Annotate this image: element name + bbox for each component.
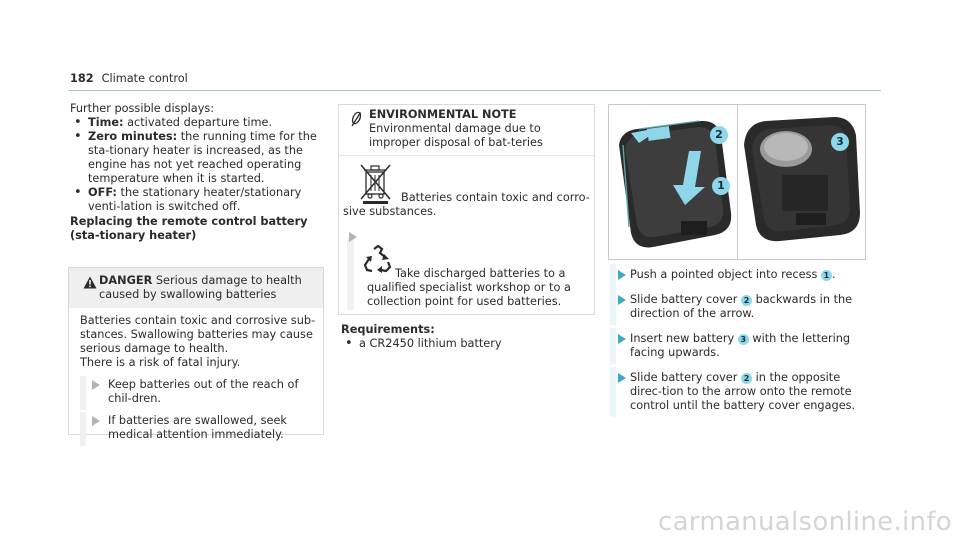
environmental-note-box <box>338 104 595 315</box>
danger-title <box>99 274 317 302</box>
page-number: 182 <box>70 72 94 85</box>
remote-control-figure <box>608 104 866 260</box>
env-label: ENVIRONMENTAL NOTE <box>369 108 517 121</box>
requirements <box>341 323 591 351</box>
header-rule <box>68 90 881 91</box>
step-bar <box>610 367 616 417</box>
item-label: Time: <box>88 116 124 129</box>
env-divider <box>339 155 594 156</box>
step-text: If batteries are swallowed, seek medical attention immediately. <box>108 414 287 441</box>
crossed-out-bin-icon <box>359 163 393 205</box>
env-header <box>339 105 594 155</box>
callout-number: 2 <box>741 373 752 384</box>
danger-body-text: Batteries contain toxic and corrosive sub-stances. Swallowing batteries may cause serious damage to health. <box>80 314 316 355</box>
step-text: Keep batteries out of the reach of chil-dren. <box>108 378 299 405</box>
danger-body <box>69 308 323 442</box>
callout-number: 2 <box>741 295 752 306</box>
environment-leaf-icon <box>350 111 363 127</box>
item-text: the running time for the sta-tionary heater is increased, as the engine has not yet reached operating temperature when it is started. <box>88 130 317 185</box>
requirements-heading: Requirements: <box>341 323 435 336</box>
step-text: Push a pointed object into recess <box>630 268 821 281</box>
callout-2: 2 <box>710 126 728 144</box>
item-label: Zero minutes: <box>88 130 178 143</box>
step-item <box>610 332 865 360</box>
callout-3: 3 <box>831 133 849 151</box>
step-text: Insert new battery <box>630 332 738 345</box>
recycle-text-cont: qualified specialist workshop or to a collection point for used batteries. <box>367 281 571 308</box>
item-text: the stationary heater/stationary venti-lation is switched off. <box>88 186 302 213</box>
danger-step <box>80 414 319 442</box>
step-text-end: in the opposite direc-tion to the arrow onto the remote control until the battery cover engages. <box>630 371 856 412</box>
step-item <box>610 293 865 321</box>
list-item <box>70 186 322 214</box>
section-heading: Replacing the remote control battery (sta-tionary heater) <box>70 215 308 242</box>
bin-text: Batteries contain toxic and corro- <box>401 191 590 204</box>
danger-step <box>80 378 319 406</box>
item-label: OFF: <box>88 186 117 199</box>
section-title: Climate control <box>101 72 188 85</box>
intro-text: Further possible displays: <box>70 102 215 115</box>
list-item <box>70 130 322 186</box>
replacement-steps <box>610 268 865 424</box>
list-item: • a CR2450 lithium battery <box>341 337 591 351</box>
step-bar <box>347 238 354 310</box>
step-text: Slide battery cover <box>630 371 741 384</box>
step-bar <box>610 328 616 364</box>
display-list <box>70 116 322 214</box>
step-text-end: with the lettering facing upwards. <box>630 332 851 359</box>
bin-text-cont: sive substances. <box>343 205 437 218</box>
step-item <box>610 268 865 282</box>
item-text: activated departure time. <box>123 116 273 129</box>
remote-battery-illustration <box>738 105 865 259</box>
recycle-text: Take discharged batteries to a <box>395 267 566 280</box>
step-item <box>610 371 865 413</box>
step-bar <box>610 289 616 325</box>
step-arrow-icon <box>92 380 100 390</box>
callout-number: 1 <box>821 270 832 281</box>
callout-number: 3 <box>738 334 749 345</box>
step-bar <box>80 376 86 410</box>
step-text: Slide battery cover <box>630 293 741 306</box>
env-title <box>369 108 591 150</box>
recycle-icon <box>363 245 393 273</box>
danger-label: DANGER <box>99 274 153 287</box>
callout-1: 1 <box>712 177 730 195</box>
list-item <box>70 116 322 130</box>
step-arrow-icon <box>618 373 626 383</box>
step-arrow-icon <box>92 416 100 426</box>
danger-title-text: Serious damage to health caused by swallowing batteries <box>99 274 302 301</box>
env-title-text: Environmental damage due to improper disposal of bat-teries <box>369 122 543 149</box>
step-arrow-icon <box>618 334 626 344</box>
step-arrow-icon <box>349 232 357 242</box>
danger-header <box>69 268 323 308</box>
page-header <box>70 72 188 86</box>
danger-box <box>68 267 324 441</box>
step-text-end: backwards in the direction of the arrow. <box>630 293 853 320</box>
step-arrow-icon <box>618 270 626 280</box>
step-bar <box>80 412 86 446</box>
watermark: carmanualsonline.info <box>657 507 952 537</box>
step-arrow-icon <box>618 295 626 305</box>
displays-section <box>70 102 322 243</box>
step-text-end: . <box>831 268 836 281</box>
warning-triangle-icon <box>83 276 97 289</box>
danger-risk-text: There is a risk of fatal injury. <box>80 356 241 369</box>
requirements-list <box>341 337 591 351</box>
